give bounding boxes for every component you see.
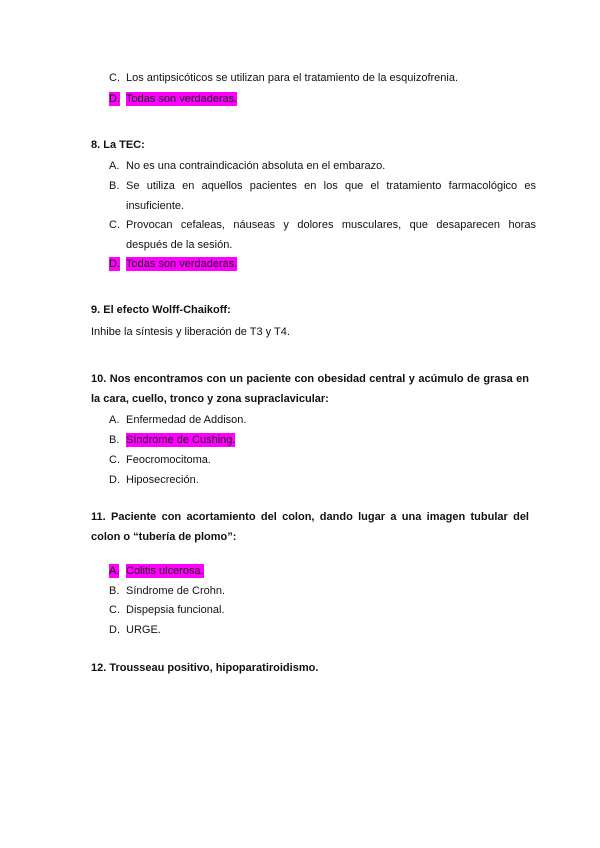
question-11-title-line1: 11. Paciente con acortamiento del colon, dando lugar a una imagen tubular del: [91, 511, 529, 523]
option-text-line2: después de la sesión.: [126, 239, 233, 251]
option-letter: D.: [109, 474, 120, 486]
option-text-line1: Provocan cefaleas, náuseas y dolores musculares, que desaparecen horas: [126, 219, 536, 231]
option-text: Síndrome de Crohn.: [126, 585, 226, 597]
option-text-line2: insuficiente.: [126, 200, 185, 212]
q10-option-d: [109, 473, 529, 487]
option-text: Dispepsia funcional.: [126, 604, 225, 616]
highlighted-answer: Todas son verdaderas.: [126, 258, 238, 270]
option-letter: C.: [109, 72, 120, 84]
question-9-title: 9. El efecto Wolff-Chaikoff:: [91, 304, 231, 316]
q10-option-c: [109, 453, 529, 467]
q11-option-d: [109, 623, 529, 637]
option-letter: C.: [109, 219, 120, 231]
option-letter: C.: [109, 454, 120, 466]
q8-option-a: [109, 159, 529, 173]
option-letter: C.: [109, 604, 120, 616]
q8-option-d: [109, 257, 529, 271]
highlighted-answer: Todas son verdaderas.: [126, 93, 238, 105]
option-text: No es una contraindicación absoluta en el embarazo.: [126, 160, 386, 172]
q10-option-b: [109, 433, 529, 447]
highlighted-answer: Colitis ulcerosa.: [126, 565, 204, 577]
option-text: Feocromocitoma.: [126, 454, 211, 466]
question-12-title: 12. Trousseau positivo, hipoparatiroidismo.: [91, 662, 319, 674]
question-8-title: 8. La TEC:: [91, 139, 145, 151]
q8-option-c: [109, 218, 536, 252]
option-text-line1: Se utiliza en aquellos pacientes en los que el tratamiento farmacológico es: [126, 180, 536, 192]
option-letter: B.: [109, 585, 120, 597]
question-10-title-line2: la cara, cuello, tronco y zona supraclavicular:: [91, 393, 329, 405]
q7-option-c: [109, 71, 529, 85]
option-letter: A.: [109, 565, 120, 577]
option-letter: D.: [109, 624, 120, 636]
option-letter: A.: [109, 160, 120, 172]
option-text: URGE.: [126, 624, 161, 636]
option-letter: D.: [109, 258, 120, 270]
question-11-title-line2: colon o “tubería de plomo”:: [91, 531, 237, 543]
option-text: Los antipsicóticos se utilizan para el tratamiento de la esquizofrenia.: [126, 72, 459, 84]
question-10-title-line1: 10. Nos encontramos con un paciente con obesidad central y acúmulo de grasa en: [91, 373, 529, 385]
q11-option-a: [109, 564, 529, 578]
q7-option-d: [109, 92, 529, 106]
q11-option-b: [109, 584, 529, 598]
q11-option-c: [109, 603, 529, 617]
option-letter: D.: [109, 93, 120, 105]
option-text: Hiposecreción.: [126, 474, 199, 486]
option-letter: A.: [109, 414, 120, 426]
option-letter: B.: [109, 434, 120, 446]
option-letter: B.: [109, 180, 120, 192]
option-text: Enfermedad de Addison.: [126, 414, 247, 426]
q8-option-b: [109, 179, 536, 213]
question-9-answer: Inhibe la síntesis y liberación de T3 y T4.: [91, 326, 290, 338]
highlighted-answer: Síndrome de Cushing.: [126, 434, 236, 446]
q10-option-a: [109, 413, 529, 427]
